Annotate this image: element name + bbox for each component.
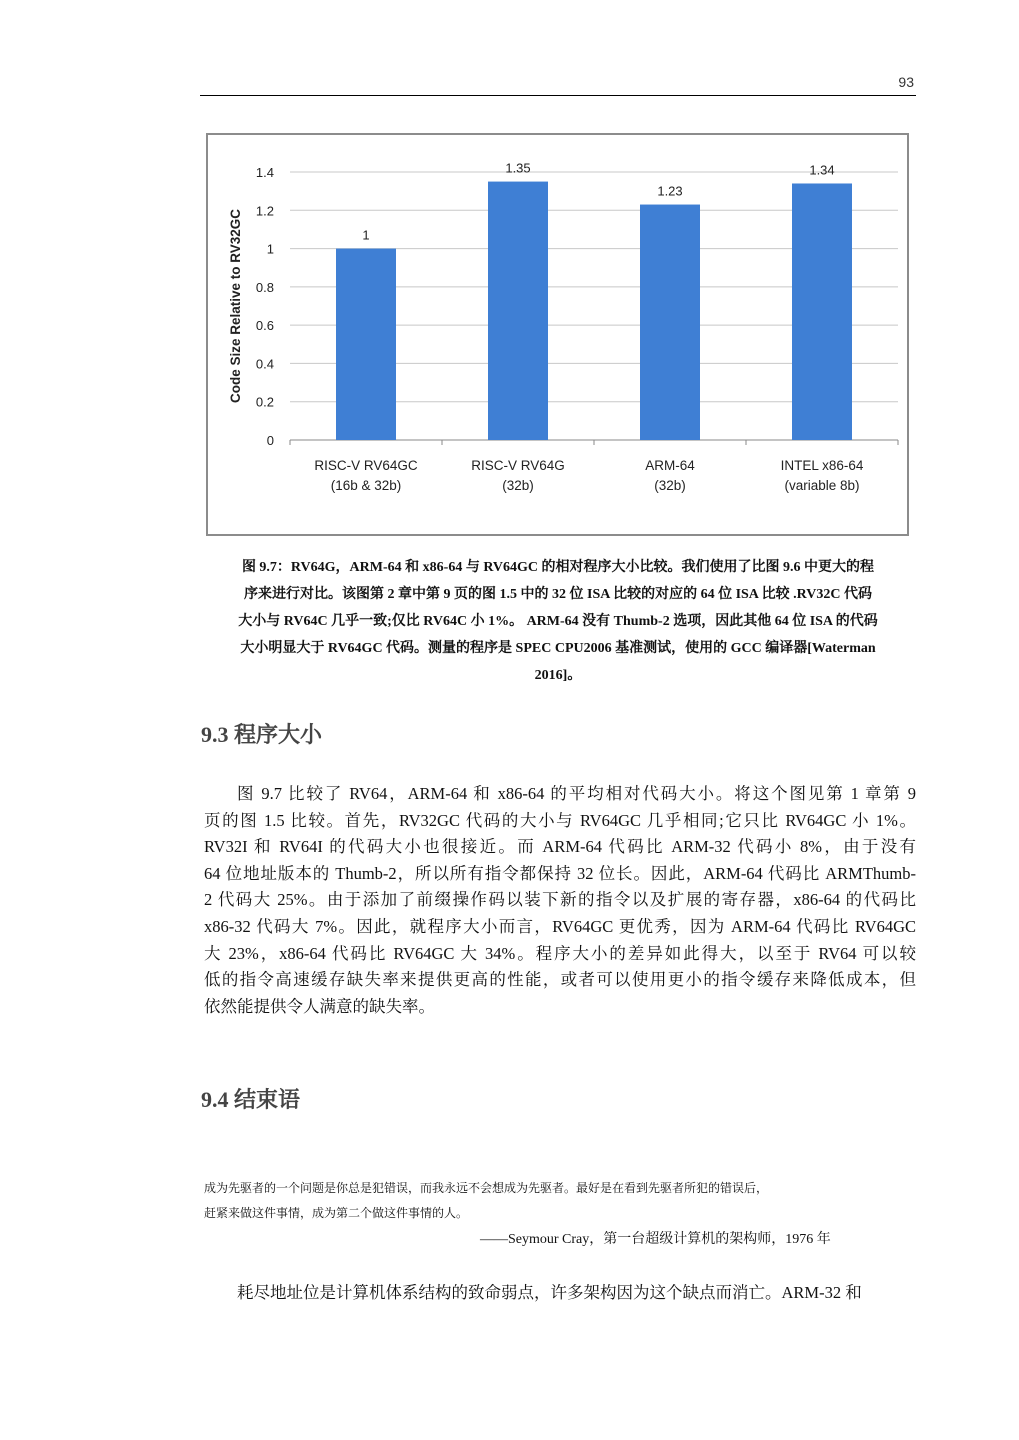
text-line: RV32I 和 RV64I 的代码大小也很接近。而 ARM-64 代码比 ARM-32 代码小 8%，由于没有 [204, 837, 916, 857]
page-number: 93 [898, 74, 914, 90]
x-tick-label: RISC-V RV64G [471, 458, 565, 473]
bar [336, 249, 396, 440]
y-tick-label: 0.6 [255, 318, 274, 334]
data-label: 1.35 [505, 160, 531, 176]
data-label: 1 [362, 227, 370, 243]
text-line: x86-32 代码大 7%。因此，就程序大小而言，RV64GC 更优秀，因为 ARM-64 代码比 RV64GC [204, 916, 916, 936]
quote-attribution: ——Seymour Cray，第一台超级计算机的架构师，1976 年 [480, 1232, 831, 1247]
y-tick-label: 0.4 [255, 356, 274, 372]
x-tick-label: INTEL x86-64 [780, 458, 864, 473]
bar [488, 182, 548, 440]
text-line: 耗尽地址位是计算机体系结构的致命弱点，许多架构因为这个缺点而消亡。ARM-32 和 [237, 1283, 862, 1302]
header-rule [200, 95, 916, 96]
bar-chart [208, 135, 907, 534]
quote-line: 成为先驱者的一个问题是你总是犯错误，而我永远不会想成为先驱者。最好是在看到先驱者所犯的错误后， [204, 1181, 769, 1195]
quote-line: 赶紧来做这件事情，成为第二个做这件事情的人。 [204, 1206, 469, 1220]
y-axis-label: Code Size Relative to RV32GC [228, 208, 243, 404]
text-line: 图 9.7 比较了 RV64，ARM-64 和 x86-64 的平均相对代码大小。将这个图见第 1 章第 9 [237, 784, 916, 803]
text-line: 64 位地址版本的 Thumb-2，所以所有指令都保持 32 位长。因此，ARM-64 代码比 ARMThumb- [204, 863, 916, 883]
caption-line: 大小与 RV64C 几乎一致;仅比 RV64C 小 1%。 ARM-64 没有 Thumb-2 选项，因此其他 64 位 ISA 的代码 [238, 614, 878, 629]
caption-line: 大小明显大于 RV64GC 代码。测量的程序是 SPEC CPU2006 基准测试，使用的 GCC 编译器[Waterman [240, 641, 876, 656]
text-line: 2 代码大 25%。由于添加了前缀操作码以装下新的指令以及扩展的寄存器，x86-64 的代码比 [204, 890, 916, 910]
y-tick-label: 1.4 [255, 165, 274, 180]
caption-line: 图 9.7：RV64G，ARM-64 和 x86-64 与 RV64GC 的相对程序大小比较。我们使用了比图 9.6 中更大的程 [241, 560, 875, 575]
y-tick-label: 0 [266, 433, 274, 448]
y-tick-label: 0.8 [255, 279, 274, 295]
epigraph-quote [204, 1176, 916, 1226]
y-tick-label: 0.2 [255, 394, 274, 410]
text-line: 大 23%，x86-64 代码比 RV64GC 大 34%。程序大小的差异如此得大，以至于 RV64 可以较 [204, 943, 916, 963]
x-tick-label: (16b & 32b) [330, 478, 402, 493]
text-line: 依然能提供令人满意的缺失率。 [204, 996, 435, 1016]
x-tick-label: ARM-64 [645, 458, 695, 473]
section-heading-9-3: 9.3 程序大小 [201, 722, 323, 747]
section-9-3-paragraph [204, 781, 916, 1020]
data-label: 1.34 [809, 162, 835, 178]
x-tick-label: (32b) [502, 478, 534, 493]
text-line: 低的指令高速缓存缺失率来提供更高的性能，或者可以使用更小的指令缓存来降低成本，但 [204, 970, 916, 990]
x-tick-label: (32b) [654, 478, 686, 493]
bar [640, 205, 700, 440]
section-9-4-paragraph [204, 1280, 916, 1307]
section-heading-9-4: 9.4 结束语 [201, 1087, 301, 1112]
caption-line: 序来进行对比。该图第 2 章中第 9 页的图 1.5 中的 32 位 ISA 比较的对应的 64 位 ISA 比较 .RV32C 代码 [244, 587, 872, 602]
y-tick-label: 1.2 [255, 203, 274, 219]
x-tick-label: (variable 8b) [784, 478, 860, 493]
figure-caption [200, 554, 916, 689]
figure-9-7-chart [206, 133, 909, 536]
caption-line: 2016]。 [534, 668, 582, 683]
y-tick-label: 1 [266, 241, 274, 257]
text-line: 页的图 1.5 比较。首先，RV32GC 代码的大小与 RV64GC 几乎相同;它只比 RV64GC 小 1%。 [204, 810, 916, 830]
bar [792, 183, 852, 440]
x-tick-label: RISC-V RV64GC [314, 458, 418, 473]
data-label: 1.23 [657, 183, 683, 199]
